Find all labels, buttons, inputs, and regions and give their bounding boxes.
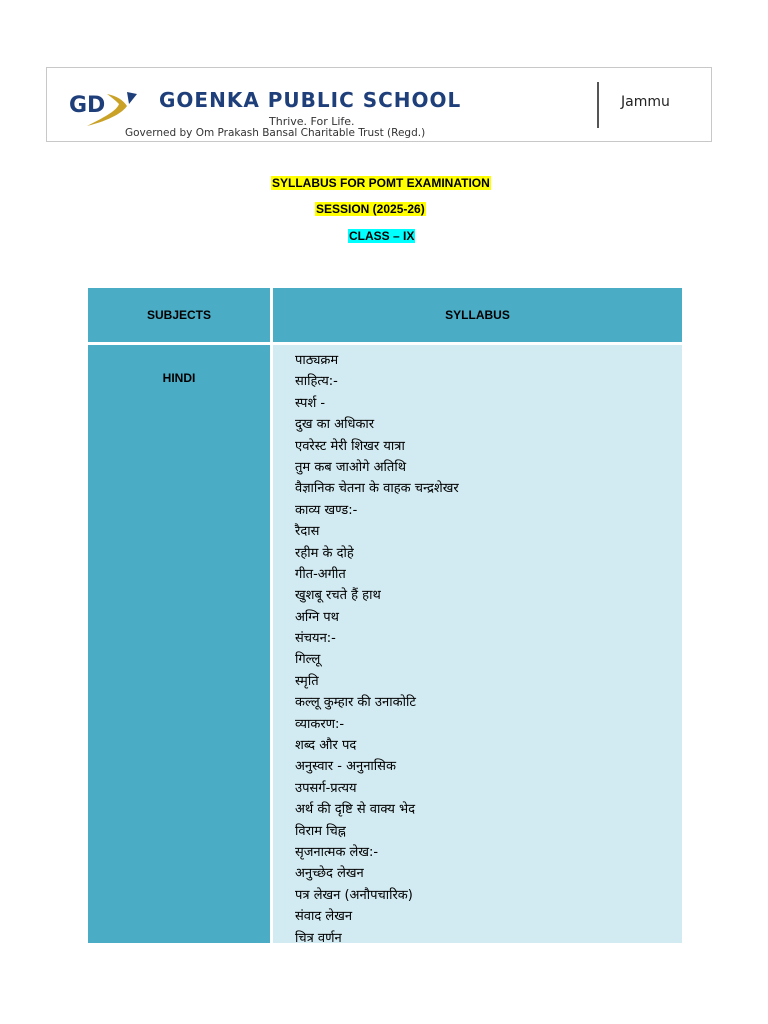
syllabus-item: दुख का अधिकार <box>295 417 375 433</box>
syllabus-item: रैदास <box>295 524 320 540</box>
syllabus-item: अनुच्छेद लेखन <box>295 866 364 882</box>
syllabus-item: संवाद लेखन <box>295 909 353 925</box>
syllabus-item: अनुस्वार - अनुनासिक <box>295 759 396 775</box>
school-logo-icon <box>67 82 157 128</box>
syllabus-item: खुशबू रचते हैं हाथ <box>295 588 381 604</box>
table-row <box>88 345 682 946</box>
syllabus-item: पाठ्यक्रम <box>295 353 339 368</box>
school-header <box>46 67 712 142</box>
syllabus-item: उपसर्ग-प्रत्यय <box>295 780 357 796</box>
governing-trust: Governed by Om Prakash Bansal Charitable Trust (Regd.) <box>125 127 426 139</box>
syllabus-item: पत्र लेखन (अनौपचारिक) <box>295 887 413 903</box>
syllabus-item: विराम चिह्न <box>295 823 346 839</box>
syllabus-item: सृजनात्मक लेख:- <box>295 844 379 860</box>
table-header-row <box>88 288 682 342</box>
syllabus-item: शब्द और पद <box>295 738 357 754</box>
school-city: Jammu <box>621 94 670 110</box>
syllabus-item: कल्लू कुम्हार की उनाकोटि <box>295 695 416 711</box>
syllabus-item: संचयन:- <box>295 631 336 647</box>
syllabus-item: गीत-अगीत <box>295 566 346 582</box>
document-title: SYLLABUS FOR POMT EXAMINATION <box>272 176 490 190</box>
header-divider <box>597 82 599 128</box>
school-name: GOENKA PUBLIC SCHOOL <box>159 88 462 112</box>
syllabus-column-header: SYLLABUS <box>273 288 682 342</box>
class-label: CLASS – IX <box>349 229 415 243</box>
syllabus-item: काव्य खण्ड:- <box>295 502 358 518</box>
syllabus-item: वैज्ञानिक चेतना के वाहक चन्द्रशेखर <box>295 481 459 497</box>
subject-cell: HINDI <box>88 345 270 943</box>
logo-letters: GD <box>69 93 106 118</box>
syllabus-item: व्याकरण:- <box>295 716 345 732</box>
syllabus-item: स्मृति <box>295 673 319 689</box>
syllabus-table <box>88 288 682 946</box>
syllabus-item: अर्थ की दृष्टि से वाक्य भेद <box>295 802 416 818</box>
syllabus-item: चित्र वर्णन <box>295 930 342 946</box>
syllabus-item: तुम कब जाओगे अतिथि <box>295 459 407 475</box>
syllabus-item: रहीम के दोहे <box>295 545 354 561</box>
school-tagline: Thrive. For Life. <box>269 115 355 128</box>
syllabus-item: एवरेस्ट मेरी शिखर यात्रा <box>295 438 405 454</box>
syllabus-item: स्पर्श - <box>295 395 326 411</box>
subjects-column-header: SUBJECTS <box>88 288 270 342</box>
syllabus-item: गिल्लू <box>295 652 321 668</box>
syllabus-item: अग्नि पथ <box>295 609 339 625</box>
session-label: SESSION (2025-26) <box>316 202 425 216</box>
syllabus-item: साहित्य:- <box>295 374 338 390</box>
syllabus-cell <box>273 345 682 946</box>
